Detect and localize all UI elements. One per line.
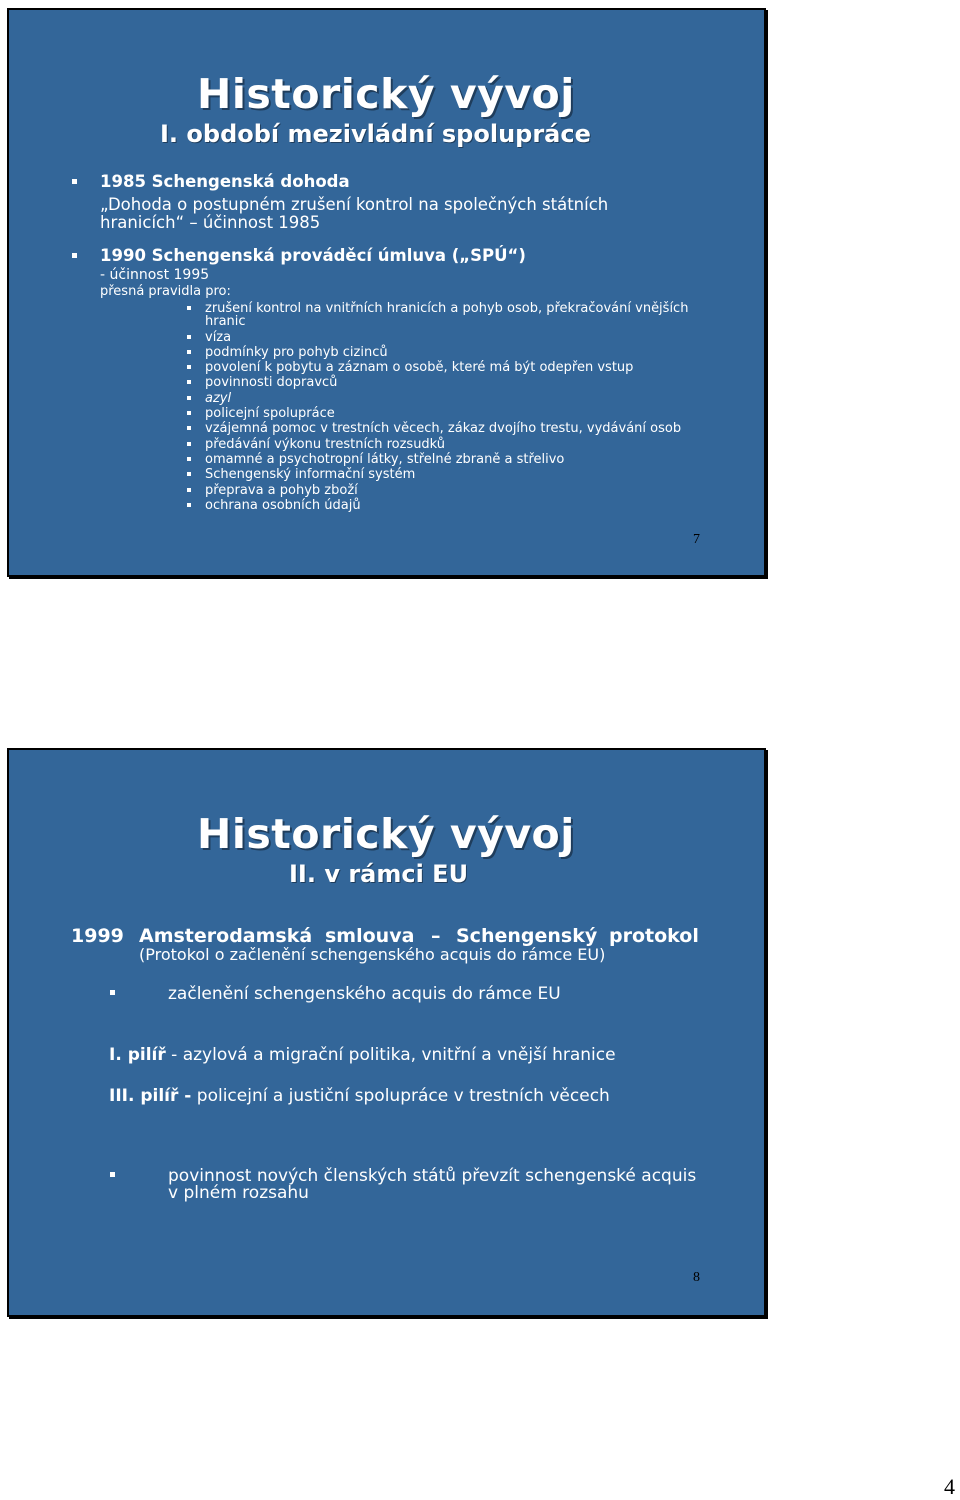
pillar-1-text: - azylová a migrační politika, vnitřní a vnější hranice [165,1045,616,1065]
treaty-word-1: Amsterodamská [139,925,313,947]
item-1990-line-2: přesná pravidla pro: [100,284,231,299]
slide-1 [7,8,766,577]
bullet-obligation-line-1: povinnost nových členských států převzít schengenské acquis [168,1166,697,1186]
sub-item: Schengenský informační systém [205,467,688,482]
bullet-square-icon [187,442,191,446]
bullet-obligation-line-2: v plném rozsahu [168,1183,309,1203]
sub-item: předávání výkonu trestních rozsudků [205,437,688,452]
pillar-3-line [109,1086,610,1106]
pillar-1-line [109,1045,616,1065]
sub-item: vzájemná pomoc v trestních věcech, zákaz dvojího trestu, vydávání osob [205,421,688,436]
sub-item: ochrana osobních údajů [205,498,688,513]
slide-2-title: Historický vývoj [197,810,575,858]
treaty-description: (Protokol o začlenění schengenského acquis do rámce EU) [139,945,606,964]
item-1985-line-1: „Dohoda o postupném zrušení kontrol na společných státních [100,195,609,214]
sub-item: omamné a psychotropní látky, střelné zbraně a střelivo [205,452,688,467]
bullet-square-icon [187,426,191,430]
bullet-square-icon [110,1172,115,1177]
sub-item: azyl [205,391,688,406]
treaty-year: 1999 [71,925,124,947]
bullet-square-icon [187,457,191,461]
sub-item: víza [205,330,688,345]
bullet-square-icon [187,396,191,400]
item-1990-heading: 1990 Schengenská prováděcí úmluva („SPÚ“) [100,246,526,265]
item-1985-line-2: hranicích“ – účinnost 1985 [100,213,321,232]
bullet-square-icon [187,350,191,354]
sub-item: povinnosti dopravců [205,375,688,390]
bullet-square-icon [187,488,191,492]
treaty-word-4: protokol [609,925,699,947]
bullet-square-icon [187,472,191,476]
slide-2 [7,748,766,1317]
sub-item-continuation: hranic [205,314,246,330]
bullet-square-icon [187,365,191,369]
pillar-1-label: I. pilíř [109,1045,166,1065]
sub-item: přeprava a pohyb zboží [205,483,688,498]
sub-item: policejní spolupráce [205,406,688,421]
bullet-square-icon [187,335,191,339]
document-page-number: 4 [944,1474,955,1499]
sub-item-list [205,301,688,513]
treaty-dash: – [431,925,441,947]
bullet-square-icon [72,253,77,258]
slide-2-subtitle: II. v rámci EU [289,860,469,888]
sub-item: povolení k pobytu a záznam o osobě, které má být odepřen vstup [205,360,688,375]
bullet-square-icon [187,380,191,384]
slide-2-page-number: 8 [693,1270,700,1285]
item-1985-heading: 1985 Schengenská dohoda [100,172,350,191]
pillar-3-text: policejní a justiční spolupráce v trestních věcech [191,1086,610,1106]
item-1990-line-1: - účinnost 1995 [100,267,210,283]
bullet-square-icon [187,306,191,310]
bullet-square-icon [72,179,77,184]
sub-item: zrušení kontrol na vnitřních hranicích a pohyb osob, překračování vnějších [205,301,688,316]
slide-1-subtitle: I. období mezivládní spolupráce [160,120,591,148]
slide-1-title: Historický vývoj [197,70,575,118]
slide-1-page-number: 7 [693,532,700,547]
treaty-word-3: Schengenský [456,925,598,947]
bullet-square-icon [187,411,191,415]
bullet-integration: začlenění schengenského acquis do rámce EU [168,984,561,1004]
treaty-word-2: smlouva [325,925,415,947]
bullet-square-icon [110,990,115,995]
bullet-square-icon [187,503,191,507]
pillar-3-label: III. pilíř - [109,1086,192,1106]
sub-item: podmínky pro pohyb cizinců [205,345,688,360]
